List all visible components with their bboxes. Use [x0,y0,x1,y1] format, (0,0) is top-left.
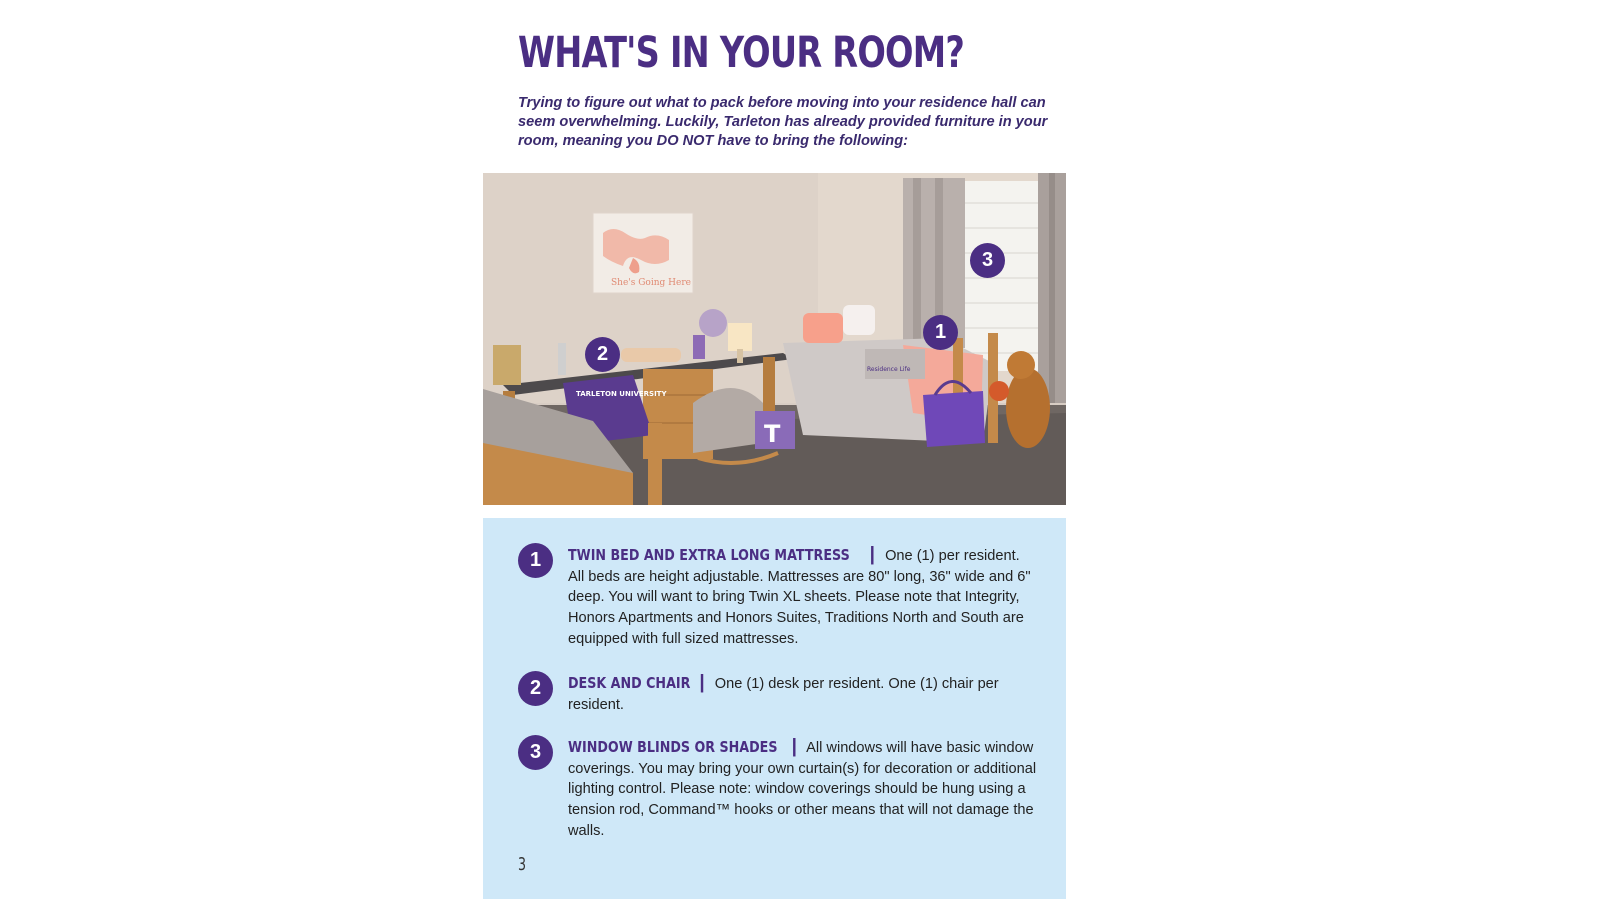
marker-desk: 2 [585,337,620,372]
intro-paragraph: Trying to figure out what to pack before moving into your residence hall can seem overwhelming. Luckily, Tarleton has already provided furniture in your room, meaning you DO NOT have to bring the following: [518,95,1048,149]
wall-art-text: She's Going Here [611,278,691,288]
item-separator: | [869,544,875,565]
sweatshirt-text: TARLETON UNIVERSITY [576,390,667,398]
marker-bed: 1 [923,315,958,350]
item-separator: | [699,672,705,693]
blanket-text: Residence Life [867,366,911,373]
item-heading: TWIN BED AND EXTRA LONG MATTRESS [568,546,850,564]
item-number-badge: 1 [518,543,553,578]
dorm-room-photo [483,173,1066,505]
item-separator: | [791,736,797,757]
pillow-letter: T [764,420,781,448]
item-body: One (1) desk per resident. One (1) chair per resident. [568,676,999,713]
marker-window: 3 [970,243,1005,278]
page-number: 3 [518,854,527,875]
item-body: All windows will have basic window coverings. You may bring your own curtain(s) for decoration or additional lighting control. Please note: window coverings should be hung using a tension rod, Command™ hooks or other means that will not damage the walls. [568,740,1037,839]
item-heading: DESK AND CHAIR [568,674,691,692]
item-heading: WINDOW BLINDS OR SHADES [568,738,778,756]
page-title: WHAT'S IN YOUR ROOM? [518,28,965,78]
item-number-badge: 3 [518,735,553,770]
item-body: One (1) per resident. All beds are height adjustable. Mattresses are 80" long, 36" wide and 6" deep. You will want to bring Twin XL sheets. Please note that Integrity, Honors Apartments and Honors Suites, Traditions North and South are equipped with full sized mattresses. [568,548,1031,647]
furniture-list-panel [483,518,1066,899]
item-number-badge: 2 [518,671,553,706]
